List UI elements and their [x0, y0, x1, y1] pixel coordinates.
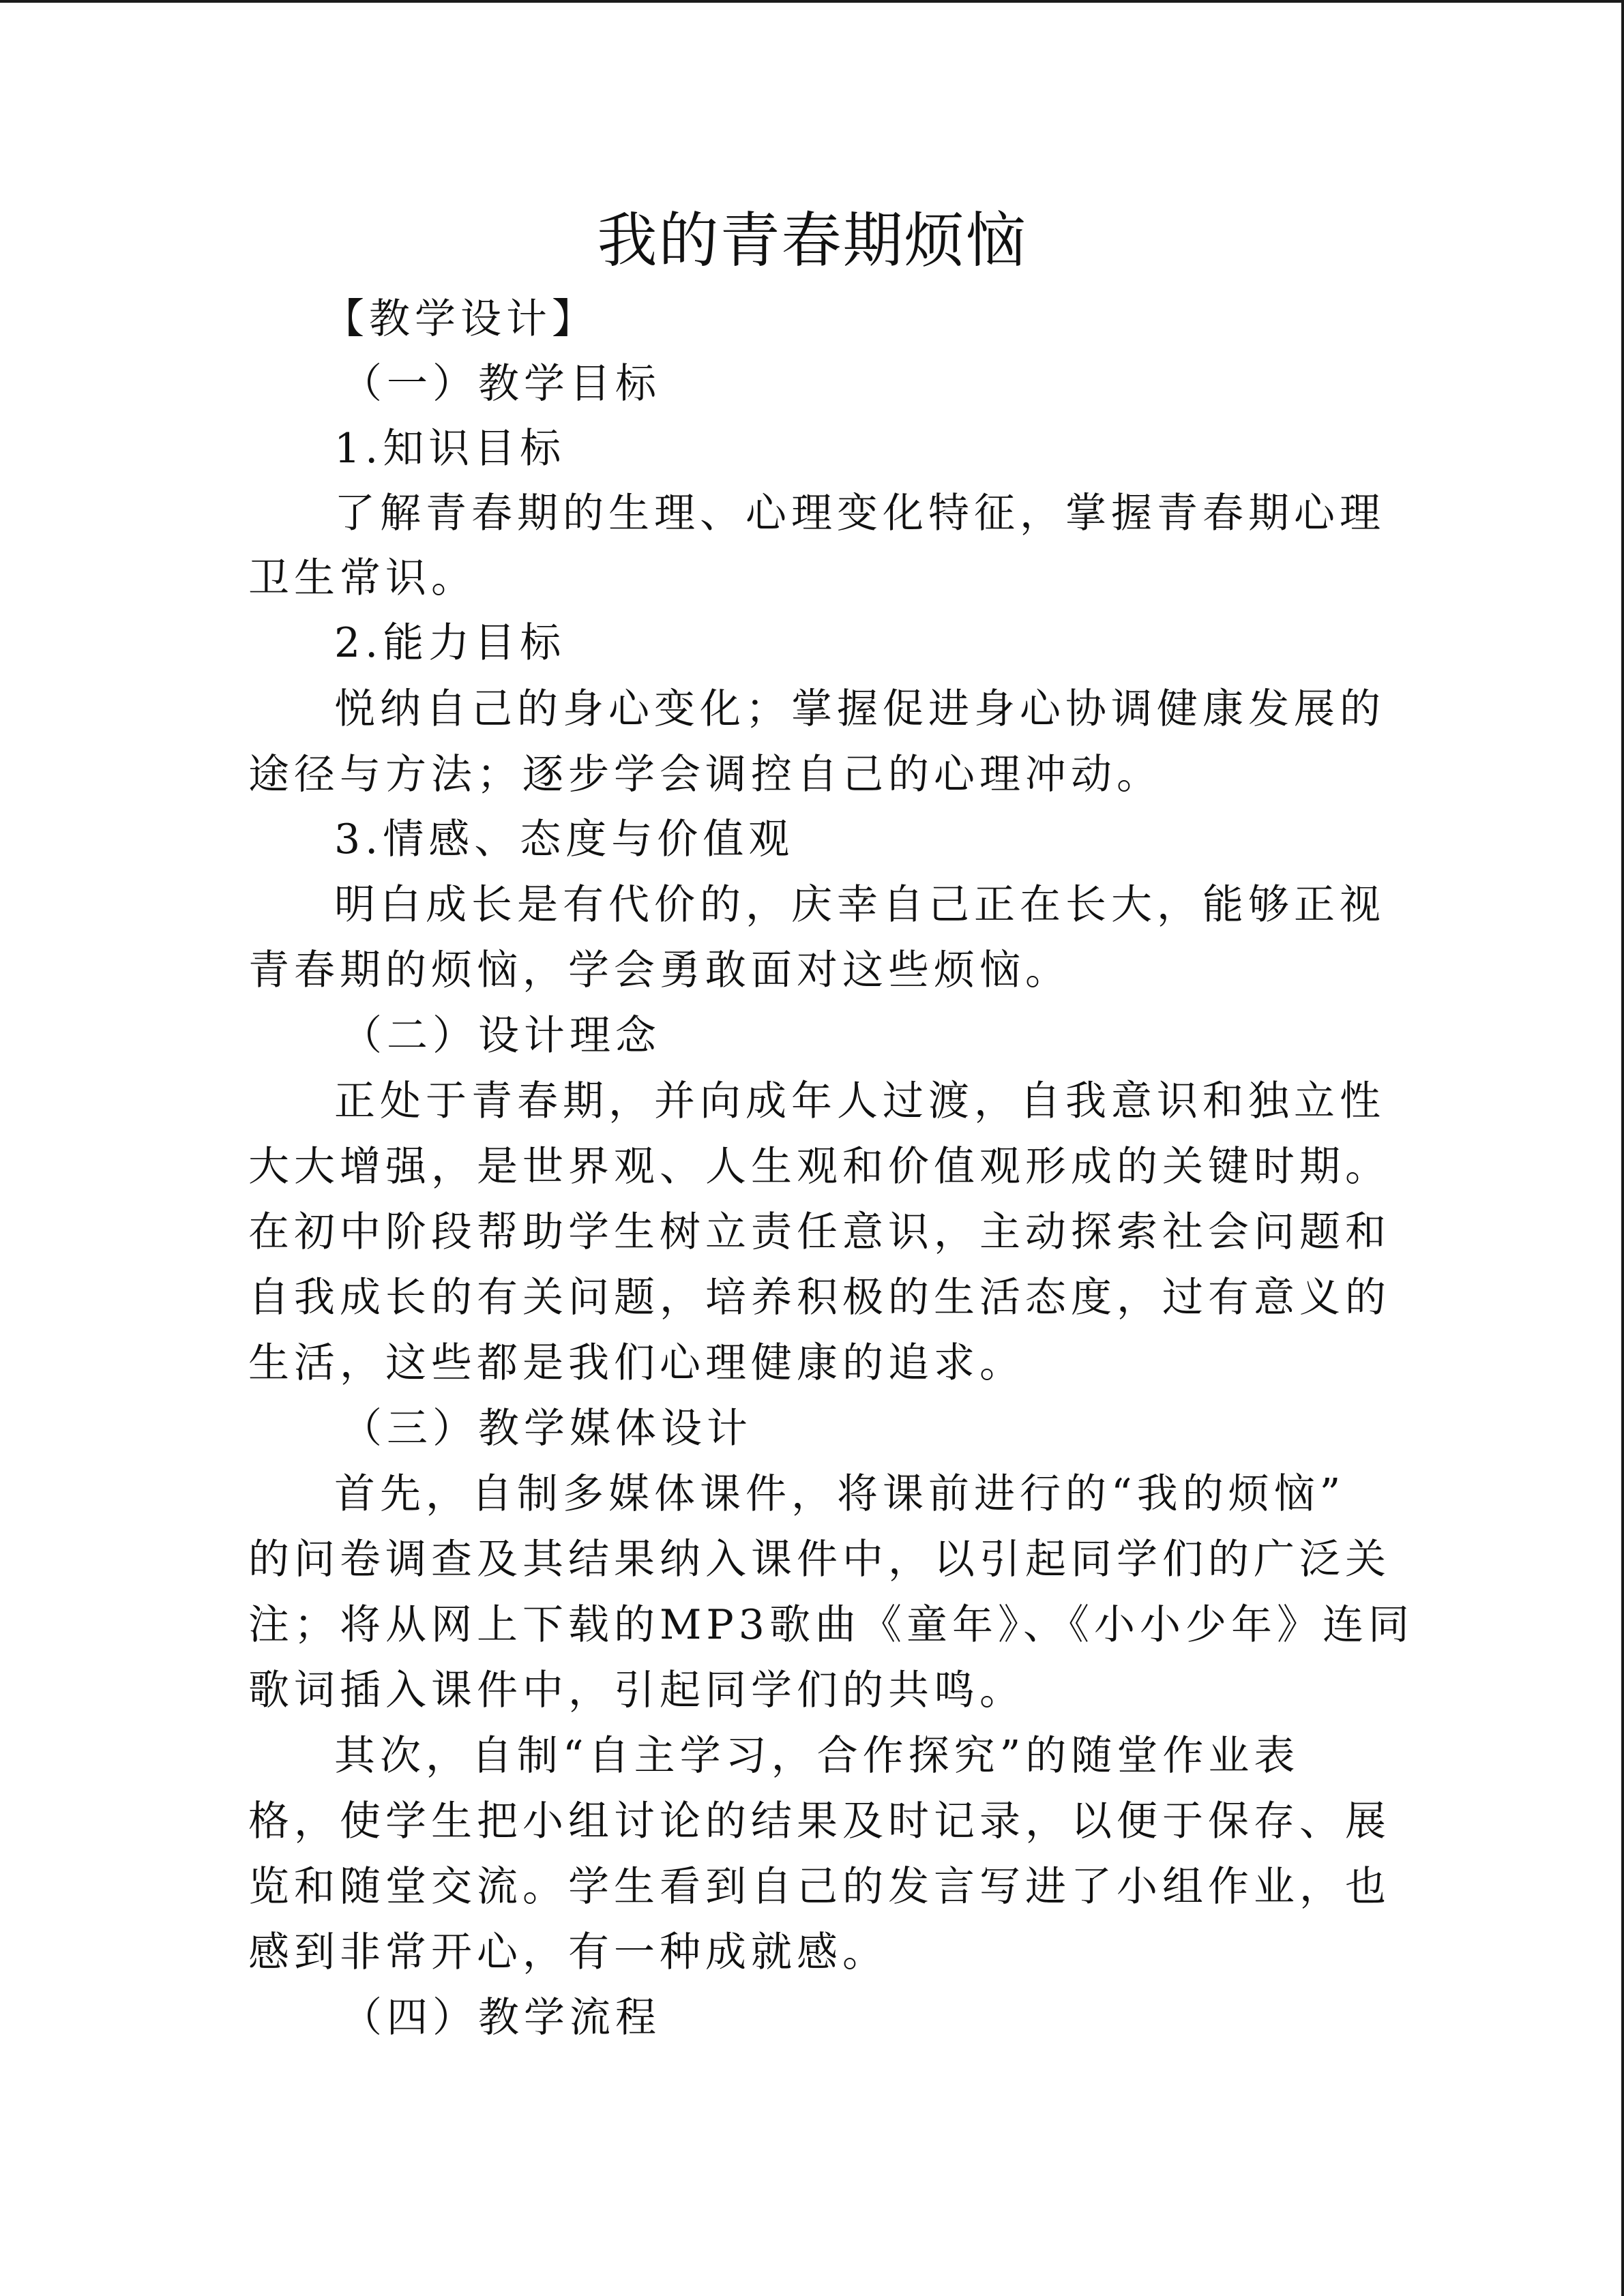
- item-heading-knowledge: 1.知识目标: [334, 425, 566, 473]
- page-title: 我的青春期烦恼: [597, 205, 1027, 275]
- paragraph-line: 在初中阶段帮助学生树立责任意识，主动探索社会问题和: [248, 1208, 1391, 1256]
- paragraph-line: 卫生常识。: [248, 554, 477, 602]
- paragraph-line: 途径与方法；逐步学会调控自己的心理冲动。: [248, 751, 1162, 799]
- right-border: [1621, 0, 1624, 2296]
- subsection-heading-concept: （二）设计理念: [341, 1012, 661, 1060]
- paragraph-line: 览和随堂交流。学生看到自己的发言写进了小组作业，也: [248, 1863, 1391, 1911]
- paragraph-line: 了解青春期的生理、心理变化特征，掌握青春期心理: [334, 490, 1385, 537]
- paragraph-line: 的问卷调查及其结果纳入课件中，以引起同学们的广泛关: [248, 1536, 1391, 1583]
- paragraph-line: 其次，自制“自主学习，合作探究”的随堂作业表: [334, 1732, 1300, 1780]
- paragraph-line: 悦纳自己的身心变化；掌握促进身心协调健康发展的: [334, 685, 1385, 733]
- subsection-heading-objectives: （一）教学目标: [341, 360, 661, 408]
- item-heading-emotion: 3.情感、态度与价值观: [334, 816, 795, 863]
- item-heading-ability: 2.能力目标: [334, 619, 566, 667]
- paragraph-line: 明白成长是有代价的，庆幸自己正在长大，能够正视: [334, 881, 1385, 929]
- top-border: [0, 0, 1624, 3]
- paragraph-line: 注；将从网上下载的MP3歌曲《童年》、《小小少年》连同: [248, 1601, 1414, 1649]
- paragraph-line: 大大增强，是世界观、人生观和价值观形成的关键时期。: [248, 1143, 1391, 1191]
- paragraph-line: 正处于青春期，并向成年人过渡，自我意识和独立性: [334, 1077, 1385, 1125]
- subsection-heading-media: （三）教学媒体设计: [341, 1405, 752, 1452]
- paragraph-line: 生活，这些都是我们心理健康的追求。: [248, 1339, 1025, 1387]
- section-heading-teaching-design: 【教学设计】: [323, 295, 597, 343]
- paragraph-line: 感到非常开心，有一种成就感。: [248, 1928, 888, 1976]
- paragraph-line: 歌词插入课件中，引起同学们的共鸣。: [248, 1667, 1025, 1714]
- subsection-heading-process: （四）教学流程: [341, 1994, 661, 2042]
- paragraph-line: 自我成长的有关问题，培养积极的生活态度，过有意义的: [248, 1274, 1391, 1322]
- paragraph-line: 首先，自制多媒体课件，将课前进行的“我的烦恼”: [334, 1470, 1346, 1518]
- paragraph-line: 格，使学生把小组讨论的结果及时记录，以便于保存、展: [248, 1798, 1391, 1845]
- paragraph-line: 青春期的烦恼，学会勇敢面对这些烦恼。: [248, 946, 1071, 994]
